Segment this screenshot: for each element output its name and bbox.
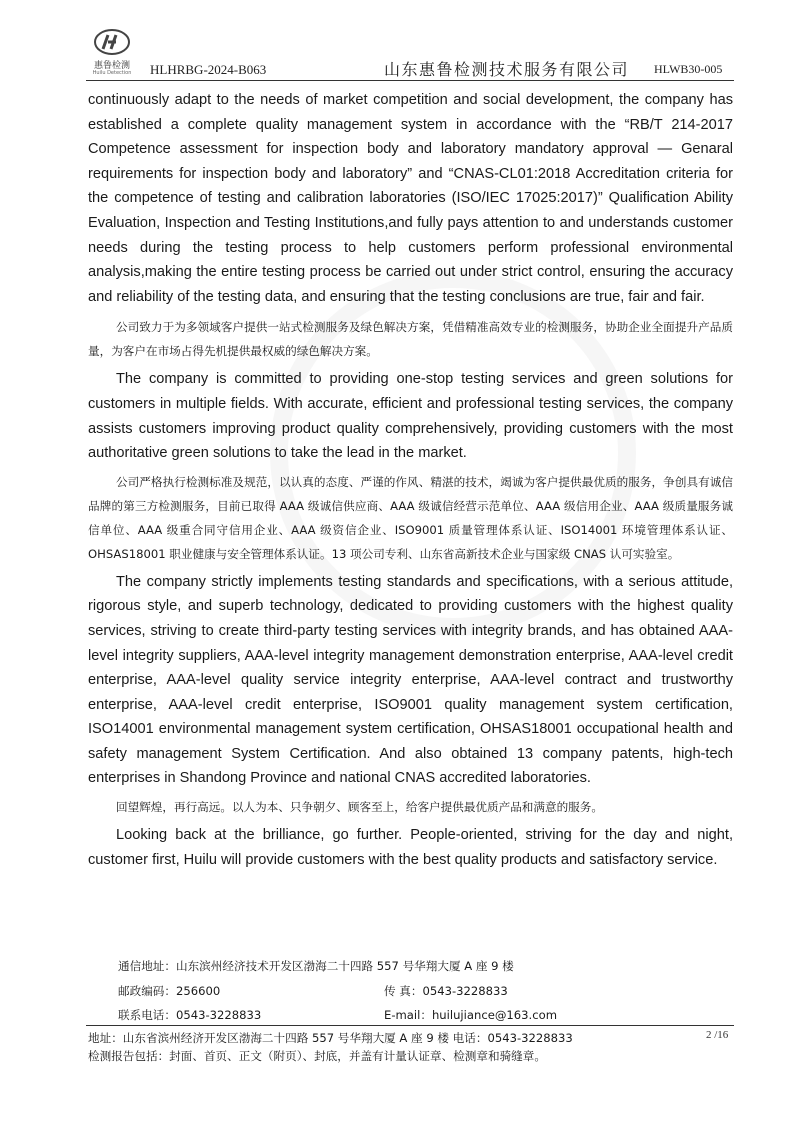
header-divider (86, 80, 734, 81)
logo-icon (94, 28, 130, 56)
contact-phone: 联系电话：0543-3228833 (118, 1008, 262, 1022)
paragraph-en: The company strictly implements testing standards and specifications, with a serious attitude, rigorous style, and superb technology, dedicated to providing customers with the highest quality services, striving to create third-party testing services with integrity brands, and has obtained AAA-level integrity suppliers, AAA-level integrity management demonstration enterprise, AAA-level credit enterprise, AAA-level quality service integrity enterprise, AAA-level contract and trustworthy enterprise, AAA-level credit enterprise, ISO9001 quality management system certification, ISO14001 environmental management system certification, OHSAS18001 occupational health and safety management System Certification. And also obtained 13 company patents, high-tech enterprises in Shandong Province and national CNAS accredited laboratories. (88, 573, 733, 787)
footer-address: 地址：山东省滨州经济开发区渤海二十四路 557 号华翔大厦 A 座 9 楼 电话：0543-3228833 (88, 1031, 573, 1045)
footer-note: 检测报告包括：封面、首页、正文（附页）、封底，并盖有计量认证章、检测章和骑缝章。 (88, 1049, 546, 1063)
page-number: 2 /16 (706, 1029, 729, 1041)
report-code: HLHRBG-2024-B063 (150, 62, 267, 77)
paragraph-en: continuously adapt to the needs of market competition and social development, the company has established a complete quality management system in accordance with the “RB/T 214-2017 Competence assessment for inspection body and laboratory mandatory approval — Genaral requirements for inspection body and laboratory” and “CNAS-CL01:2018 Accreditation criteria for the competence of testing and calibration laboratories (ISO/IEC 17025:2017)” Qualification Ability Evaluation, Inspection and Testing Institutions,and fully pays attention to and understands customer needs during the testing process to help customers perform professional environmental analysis,making the entire testing process be carried out under strict control, ensuring the accuracy and reliability of the testing data, and ensuring that the testing conclusions are true, fair and fair. (88, 92, 733, 305)
paragraph-zh: 公司严格执行检测标准及规范，以认真的态度、严谨的作风、精湛的技术，竭诚为客户提供最优质的服务，争创具有诚信品牌的第三方检测服务，目前已取得 AAA 级诚信供应商、AAA 级诚信经营示范单位、AAA 级信用企业、AAA 级质量服务诚信单位、AAA 级重合同守信用企业、AAA 级资信企业、ISO9001 质量管理体系认证、ISO14001 环境管理体系认证、OHSAS18001 职业健康与安全管理体系认证。13 项公司专利、山东省高新技术企业与国家级 CNAS 认可实验室。 (88, 474, 733, 561)
logo-subtext: Huilu Detection (92, 70, 132, 76)
company-name: 山东惠鲁检测技术服务有限公司 (384, 60, 630, 79)
paragraph-zh: 回望辉煌，再行高远。以人为本、只争朝夕、顾客至上，给客户提供最优质产品和满意的服务。 (116, 800, 603, 815)
company-logo (88, 28, 136, 78)
paragraph-en: The company is committed to providing one-stop testing services and green solutions for customers in multiple fields. With accurate, efficient and professional testing services, the company assists customers improving product quality comprehensively, providing customers with the most authoritative green solutions to take the lead in the market. (88, 371, 733, 462)
body-text (88, 88, 733, 872)
logo-text: 惠鲁检测 (93, 61, 130, 71)
paragraph-en: Looking back at the brilliance, go further. People-oriented, striving for the day and night, customer first, Huilu will provide customers with the best quality products and satisfactory service. (88, 827, 733, 868)
footer-divider (86, 1025, 734, 1026)
paragraph-zh: 公司致力于为多领域客户提供一站式检测服务及绿色解决方案，凭借精准高效专业的检测服务，协助企业全面提升产品质量，为客户在市场占得先机提供最权威的绿色解决方案。 (88, 320, 733, 359)
contact-postcode: 邮政编码：256600 (118, 984, 221, 998)
form-code: HLWB30-005 (654, 62, 723, 76)
contact-address: 通信地址：山东滨州经济技术开发区渤海二十四路 557 号华翔大厦 A 座 9 楼 (118, 959, 514, 973)
contact-fax: 传 真：0543-3228833 (384, 984, 508, 998)
contact-email: E-mail：huilujiance@163.com (384, 1008, 558, 1022)
